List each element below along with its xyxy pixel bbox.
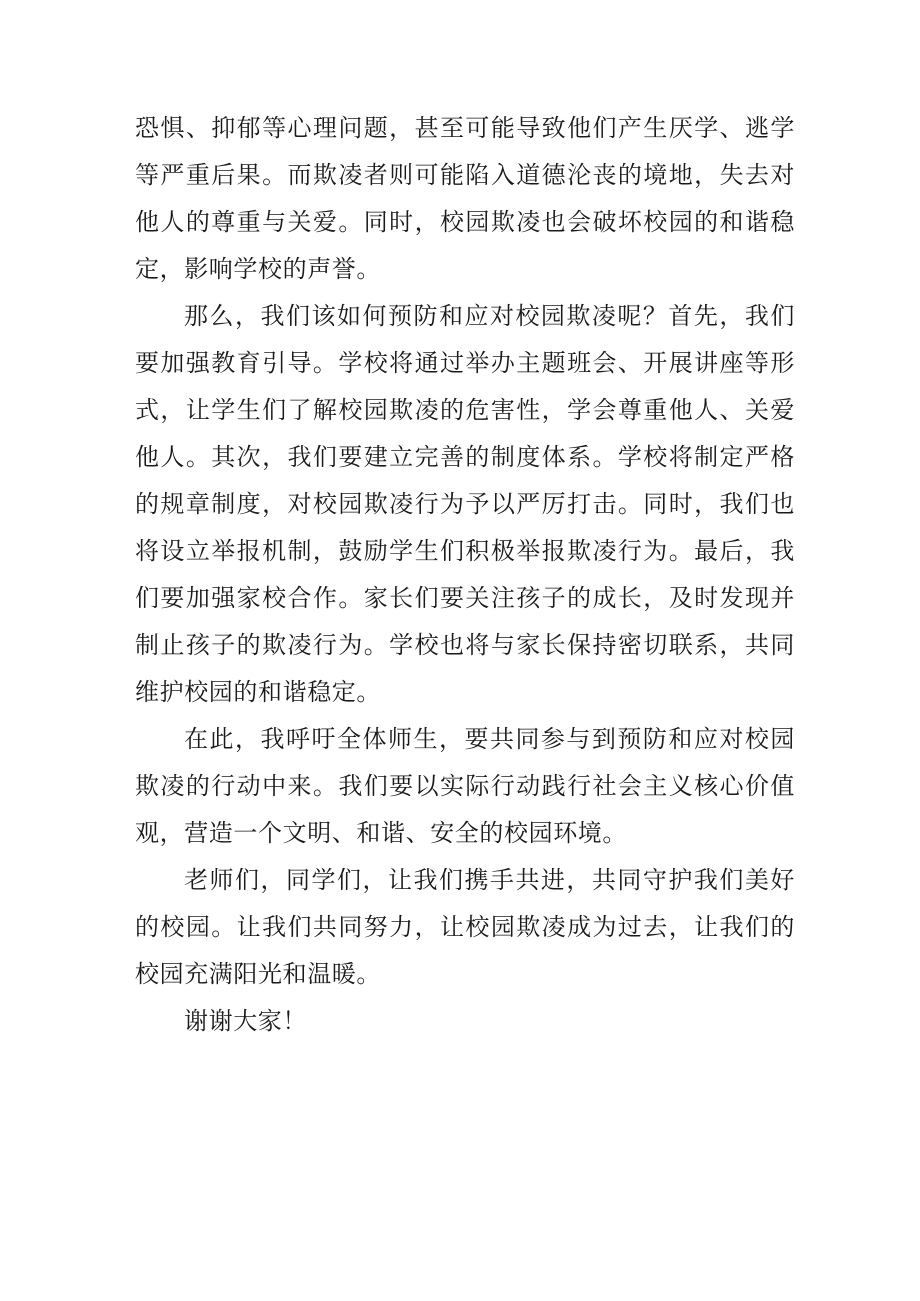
paragraph-3: 在此，我呼吁全体师生，要共同参与到预防和应对校园欺凌的行动中来。我们要以实际行动践行社会主义核心价值观，营造一个文明、和谐、安全的校园环境。 [135, 725, 795, 847]
paragraph-2: 那么，我们该如何预防和应对校园欺凌呢？首先，我们要加强教育引导。学校将通过举办主题班会、开展讲座等形式，让学生们了解校园欺凌的危害性，学会尊重他人、关爱他人。其次，我们要建立完善的制度体系。学校将制定严格的规章制度，对校园欺凌行为予以严厉打击。同时，我们也将设立举报机制，鼓励学生们积极举报欺凌行为。最后，我们要加强家校合作。家长们要关注孩子的成长，及时发现并制止孩子的欺凌行为。学校也将与家长保持密切联系，共同维护校园的和谐稳定。 [135, 302, 795, 706]
paragraph-closing: 谢谢大家！ [184, 1007, 307, 1035]
document-body [135, 105, 795, 1045]
paragraph-1: 恐惧、抑郁等心理问题，甚至可能导致他们产生厌学、逃学等严重后果。而欺凌者则可能陷入道德沦丧的境地，失去对他人的尊重与关爱。同时，校园欺凌也会破坏校园的和谐稳定，影响学校的声誉。 [135, 114, 795, 283]
paragraph-4: 老师们，同学们，让我们携手共进，共同守护我们美好的校园。让我们共同努力，让校园欺凌成为过去，让我们的校园充满阳光和温暖。 [135, 866, 795, 988]
